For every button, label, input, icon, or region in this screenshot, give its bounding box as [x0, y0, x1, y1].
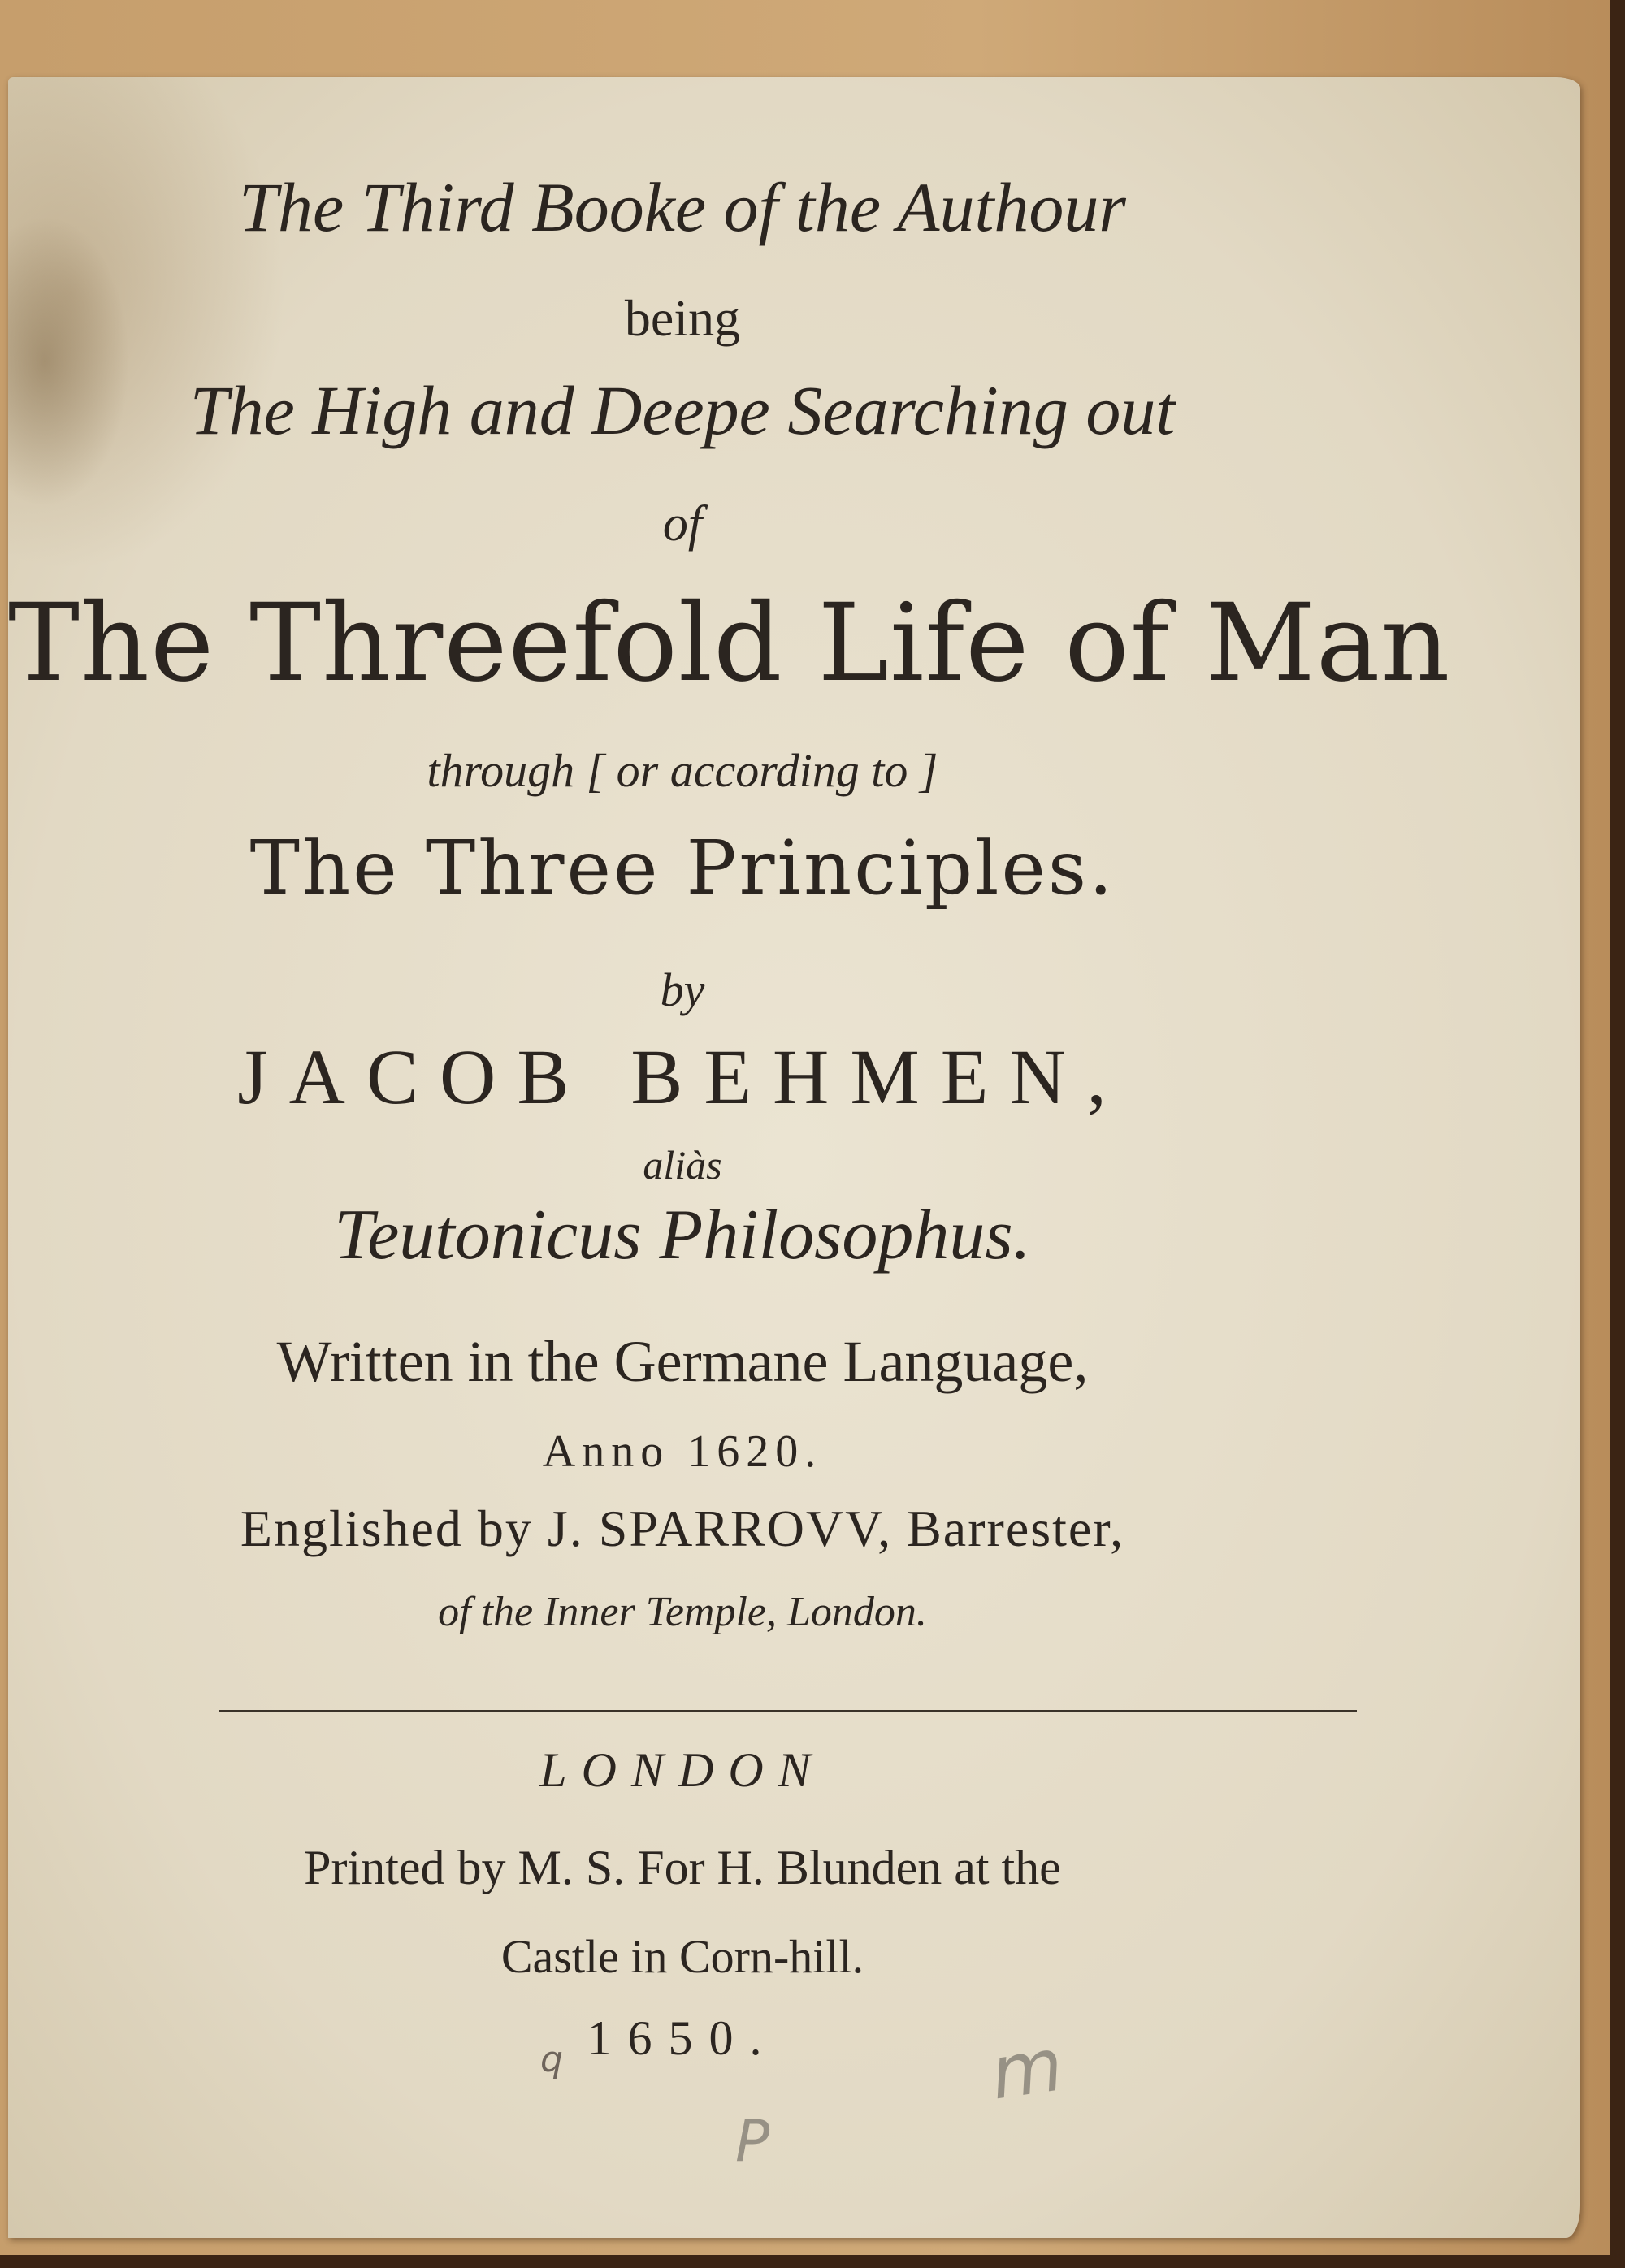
alias-line: aliàs: [643, 1142, 722, 1188]
by-line: by: [660, 963, 705, 1016]
pencil-letter: P: [735, 2108, 770, 2175]
imprint-year: 1650.: [587, 2011, 778, 2065]
inner-temple-line: of the Inner Temple, London.: [438, 1589, 927, 1635]
pencil-initials: m: [986, 2022, 1068, 2117]
of-line: of: [662, 496, 703, 552]
imprint-city: LONDON: [540, 1743, 826, 1797]
pencil-mark: q: [540, 2039, 563, 2080]
horizontal-rule: [219, 1710, 1357, 1712]
author-alias-name: Teutonicus Philosophus.: [334, 1196, 1031, 1275]
printed-by-line: Printed by M. S. For H. Blunden at the: [304, 1841, 1061, 1894]
being-line: being: [624, 289, 741, 347]
title-line-2: The High and Deepe Searching out: [189, 371, 1176, 449]
through-line: through [ or according to ]: [427, 744, 938, 797]
title-page-leaf: [8, 77, 1580, 2238]
title-page-text: [8, 77, 1580, 2238]
written-in-line: Written in the Germane Language,: [276, 1329, 1089, 1394]
englished-by-line: Englished by J. SPARROVV, Barrester,: [240, 1500, 1125, 1557]
anno-line: Anno 1620.: [542, 1426, 823, 1477]
three-principles-line: The Three Principles.: [249, 825, 1116, 911]
binding-edge-right: [1610, 0, 1625, 2268]
main-title: The Threefold Life of Man: [8, 581, 1451, 706]
binding-edge-bottom: [0, 2255, 1625, 2268]
title-line-1: The Third Booke of the Authour: [239, 168, 1126, 246]
author-name: JACOB BEHMEN,: [237, 1033, 1128, 1120]
castle-line: Castle in Corn-hill.: [500, 1930, 864, 1983]
